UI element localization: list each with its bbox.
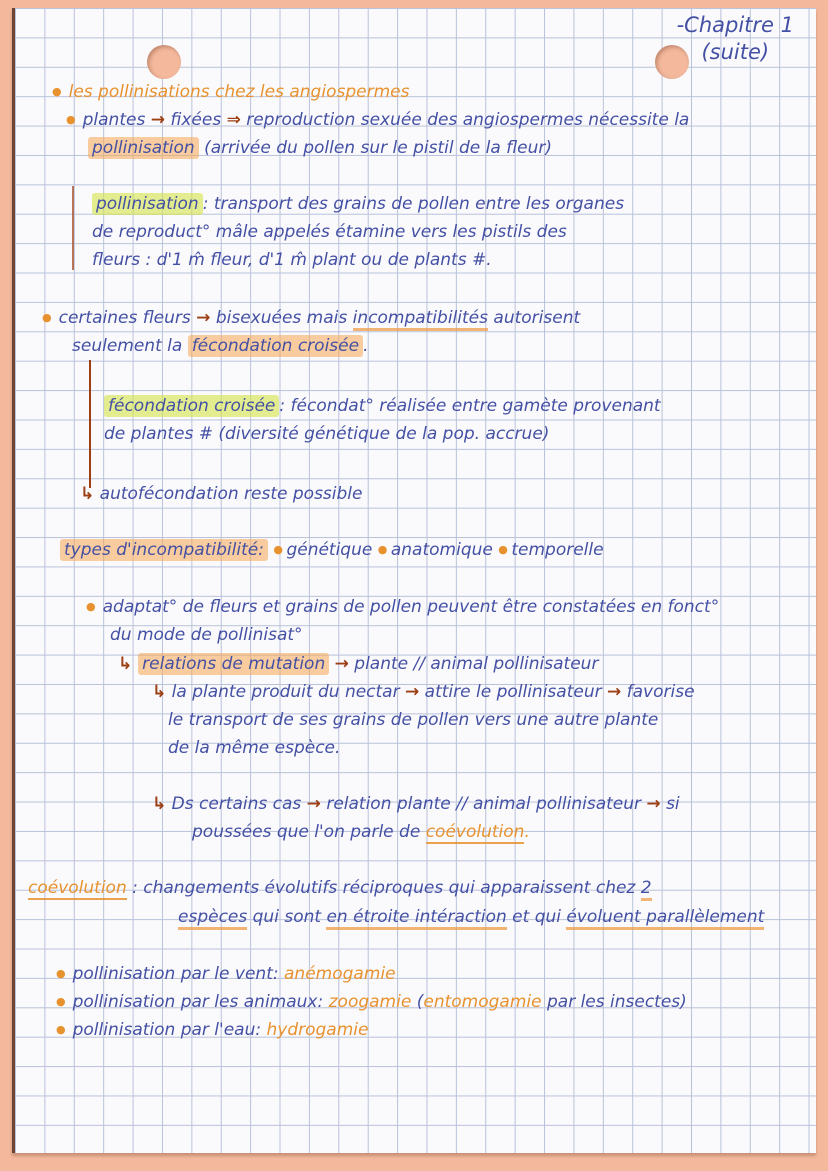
note-text-segment: → (306, 794, 321, 814)
note-text-segment: plante // animal pollinisateur (348, 654, 599, 674)
bullet-dot: ● (66, 113, 76, 126)
note-text-segment: anémogamie (284, 964, 396, 984)
bullet-dot: ● (42, 311, 52, 324)
note-line (192, 820, 530, 844)
note-text-segment: → (607, 682, 622, 702)
note-line (168, 708, 658, 732)
note-line (152, 792, 680, 816)
definition-bracket-line (72, 186, 74, 270)
note-line (72, 334, 368, 358)
note-text-segment: ⇒ (226, 110, 241, 130)
note-text-segment: hydrogamie (266, 1020, 369, 1040)
note-text-segment: de la même espèce. (168, 738, 341, 758)
note-text-segment: : transport des grains de pollen entre les organes (202, 194, 625, 214)
note-text-segment: coévolution (425, 822, 525, 842)
note-text-segment: pollinisation par l'eau: (72, 1020, 267, 1040)
note-text-segment: entomogamie (423, 992, 542, 1012)
chapter-header (677, 12, 794, 66)
note-text-segment: → (334, 654, 349, 674)
note-line (104, 422, 549, 446)
note-line (92, 220, 567, 244)
note-text-segment: ↳ (118, 654, 139, 674)
note-line (86, 595, 719, 619)
note-text-segment: pollinisation par les animaux: (72, 992, 329, 1012)
note-line (66, 108, 689, 132)
note-text-segment: relations de mutation (138, 653, 329, 675)
bullet-dot: ● (86, 600, 96, 613)
note-text-segment: poussées que l'on parle de (192, 822, 426, 842)
note-line (80, 482, 363, 506)
bullet-dot: ● (56, 967, 66, 980)
note-text-segment: pollinisation (92, 193, 203, 215)
note-text-segment: ● (377, 543, 391, 556)
note-line (118, 652, 598, 676)
note-text-segment: anatomique (390, 540, 499, 560)
note-text-segment: adaptat° de fleurs et grains de pollen peuvent être constatées en fonct° (102, 597, 720, 617)
note-line (92, 248, 492, 272)
note-text-segment: pollinisation par le vent: (72, 964, 284, 984)
note-text-segment: → (646, 794, 661, 814)
note-line (42, 306, 580, 330)
note-text-segment: attire le pollinisateur (419, 682, 607, 702)
note-line (60, 538, 604, 562)
note-text-segment: fleurs : d'1 m̂ fleur, d'1 m̂ plant ou de plants #. (92, 250, 492, 270)
bullet-dot: ● (56, 995, 66, 1008)
note-text-segment: : fécondat° réalisée entre gamète provenant (279, 396, 661, 416)
note-line (56, 962, 396, 986)
note-line (88, 136, 552, 160)
note-text-segment: . (363, 336, 369, 356)
note-text-segment: bisexuées mais (210, 308, 353, 328)
note-text-segment: ↳ (152, 682, 167, 702)
note-line (168, 736, 340, 760)
note-line (110, 623, 303, 647)
note-text-segment: reproduction sexuée des angiospermes nécessite la (240, 110, 690, 130)
note-text-segment: → (405, 682, 420, 702)
note-text-segment: (arrivée du pollen sur le pistil de la fleur) (198, 138, 553, 158)
note-text-segment: autorisent (488, 308, 581, 328)
note-text-segment: si (660, 794, 680, 814)
note-text-segment: favorise (621, 682, 695, 702)
note-text-segment: incompatibilités (353, 308, 488, 331)
note-text-segment: ( (411, 992, 424, 1012)
note-text-segment: types d'incompatibilité: (60, 539, 268, 561)
note-text-segment: Ds certains cas (166, 794, 307, 814)
note-text-segment: du mode de pollinisat° (110, 625, 303, 645)
note-text-segment: fixées (164, 110, 227, 130)
note-text-segment: ● (498, 543, 512, 556)
note-text-segment: les pollinisations chez les angiospermes (68, 82, 410, 102)
note-line (56, 1018, 368, 1042)
note-text-segment: → (196, 308, 211, 328)
note-text-segment: autofécondation reste possible (94, 484, 363, 504)
note-line (92, 192, 624, 216)
note-text-segment: en étroite intéraction (326, 907, 506, 930)
note-text-segment: relation plante // animal pollinisateur (320, 794, 647, 814)
note-text-segment: seulement la (72, 336, 188, 356)
bullet-dot: ● (56, 1023, 66, 1036)
note-line (178, 905, 764, 929)
note-text-segment: : changements évolutifs réciproques qui apparaissent chez (126, 878, 641, 898)
note-text-segment: pollinisation (88, 137, 199, 159)
note-text-segment: fécondation croisée (188, 335, 363, 357)
note-text-segment: temporelle (511, 540, 604, 560)
hole-punch-left (147, 45, 181, 79)
note-text-segment: certaines fleurs (58, 308, 197, 328)
note-text-segment: ↳ (80, 484, 95, 504)
note-text-segment: la plante produit du nectar (166, 682, 405, 702)
note-text-segment: ● (273, 543, 287, 556)
note-text-segment: et qui (506, 907, 567, 927)
note-text-segment: espèces (178, 907, 247, 930)
bullet-dot: ● (52, 85, 62, 98)
connector-line-to-autofecondation (89, 360, 91, 488)
note-text-segment: de plantes # (diversité génétique de la pop. accrue) (104, 424, 550, 444)
chapter-title: -Chapitre 1 (676, 13, 794, 37)
note-text-segment: le transport de ses grains de pollen vers une autre plante (168, 710, 659, 730)
note-text-segment: ↳ (152, 794, 167, 814)
note-text-segment: évoluent parallèlement (566, 907, 764, 930)
note-text-segment: → (150, 110, 165, 130)
note-line (28, 876, 652, 900)
note-line (56, 990, 687, 1014)
note-text-segment: 2 (641, 878, 652, 901)
note-text-segment: qui sont (247, 907, 327, 927)
note-line (152, 680, 695, 704)
note-text-segment: génétique (286, 540, 378, 560)
note-text-segment: plantes (82, 110, 151, 130)
note-text-segment: . (524, 822, 530, 842)
note-line (52, 80, 409, 104)
note-text-segment: zoogamie (328, 992, 412, 1012)
chapter-subtitle: (suite) (701, 40, 770, 64)
note-text-segment: de reproduct° mâle appelés étamine vers les pistils des (92, 222, 567, 242)
note-text-segment: fécondation croisée (104, 395, 279, 417)
note-text-segment: coévolution (28, 878, 127, 898)
note-line (104, 394, 661, 418)
note-text-segment: par les insectes) (541, 992, 687, 1012)
